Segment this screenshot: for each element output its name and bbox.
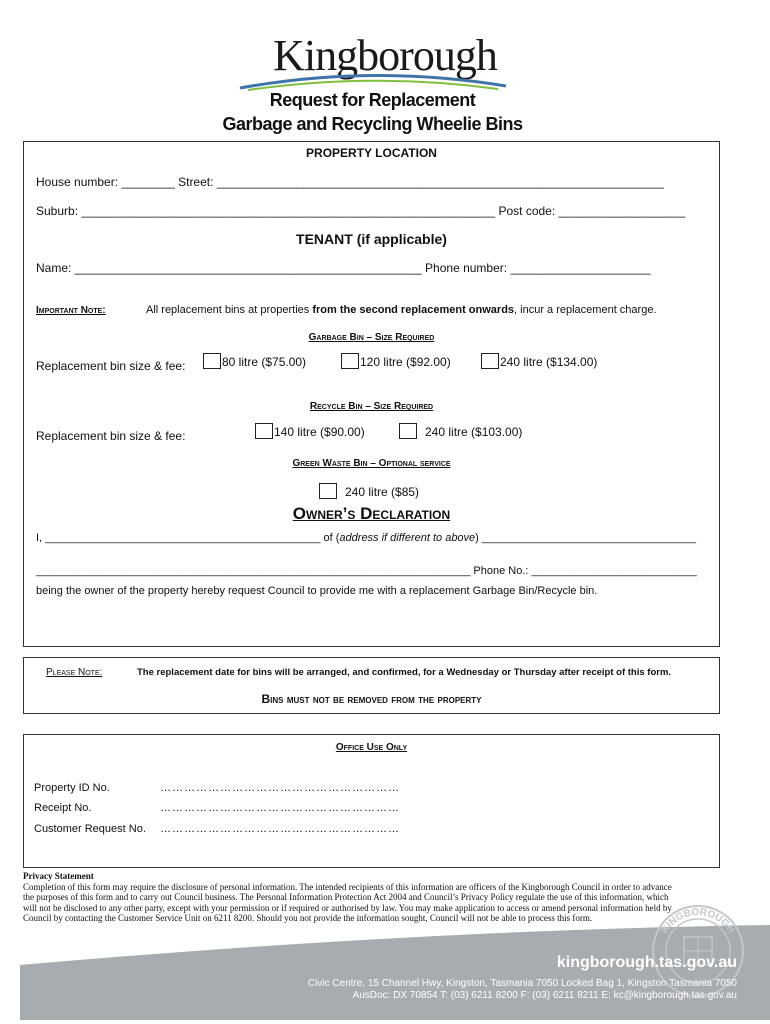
garbage-option-80[interactable]: 80 litre ($75.00) [203, 353, 306, 369]
tenant-name-phone-field[interactable]: Name: ____________________________________________________ Phone number: _____________________ [36, 261, 651, 275]
garbage-option-120[interactable]: 120 litre ($92.00) [341, 353, 451, 369]
checkbox-icon[interactable] [481, 353, 499, 369]
checkbox-icon[interactable] [319, 483, 337, 499]
important-note-text: All replacement bins at properties from the second replacement onwards, incur a replacement charge. [146, 304, 657, 316]
green-waste-heading: Green Waste Bin – Optional service [292, 458, 451, 469]
bins-not-removed-warning: Bins must not be removed from the property [261, 692, 482, 706]
declaration-statement: being the owner of the property hereby request Council to provide me with a replacement Garbage Bin/Recycle bin. [36, 585, 598, 597]
recycle-bin-heading: Recycle Bin – Size Required [309, 401, 434, 412]
council-logo-text: Kingborough [273, 31, 497, 80]
recycle-option-240[interactable]: 240 litre ($103.00) [399, 423, 522, 439]
checkbox-icon[interactable] [399, 423, 417, 439]
council-website-link[interactable]: kingborough.tas.gov.au [556, 954, 737, 971]
footer-address: Civic Centre, 15 Channel Hwy, Kingston, Tasmania 7050 Locked Bag 1, Kingston Tasmania 7050 [307, 978, 737, 989]
tenant-heading: TENANT (if applicable) [296, 231, 447, 247]
suburb-postcode-field[interactable]: Suburb: ______________________________________________________________ Post code: ___________________ [36, 204, 686, 218]
logo-swoosh [238, 70, 508, 92]
please-note-label: Please Note: [46, 667, 103, 678]
office-use-box [23, 734, 720, 868]
form-title-line1: Request for Replacement [269, 90, 476, 110]
customer-request-label: Customer Request No. [34, 823, 146, 835]
property-id-field[interactable]: …………………………………………………… [160, 782, 400, 794]
recycle-option-140[interactable]: 140 litre ($90.00) [255, 423, 365, 439]
owners-declaration-heading: Owner’s Declaration [292, 504, 451, 523]
receipt-no-label: Receipt No. [34, 802, 92, 814]
privacy-statement [23, 871, 673, 924]
svg-text:KINGBOROUGH: KINGBOROUGH [659, 906, 737, 936]
recycle-size-label: Replacement bin size & fee: [36, 429, 186, 443]
please-note-text: The replacement date for bins will be arranged, and confirmed, for a Wednesday or Thursday after receipt of this form. [137, 667, 672, 678]
property-location-heading: PROPERTY LOCATION [306, 146, 437, 160]
footer-contact: AusDoc: DX 70854 T: (03) 6211 8200 F: (03) 6211 8211 E: kc@kingborough.tas.gov.au [352, 990, 737, 1001]
property-id-label: Property ID No. [34, 782, 110, 794]
important-note-label: Important Note: [36, 305, 106, 316]
customer-request-field[interactable]: …………………………………………………… [160, 823, 400, 835]
office-use-heading: Office Use Only [335, 742, 408, 753]
garbage-option-240[interactable]: 240 litre ($134.00) [481, 353, 597, 369]
house-street-field[interactable]: House number: ________ Street: ___________________________________________________________________ [36, 175, 664, 189]
checkbox-icon[interactable] [203, 353, 221, 369]
privacy-heading: Privacy Statement [23, 871, 94, 881]
form-title-line2: Garbage and Recycling Wheelie Bins [222, 114, 523, 134]
declaration-address-phone-field[interactable]: _______________________________________________________________________ Phone No.: ___________________________ [36, 565, 697, 577]
privacy-text: Completion of this form may require the disclosure of personal information. The intended recipients of this information are officers of the Kingborough Council in order to advance the purposes of this form and to carry out Council business. The Personal Information Protection Act 2004 and Council’s Privacy Policy regulate the use of this information, which will not be disclosed to any other party, except with your permission or if required or authorised by law. You may make application to access or amend personal information held by Council by contacting the Customer Service Unit on 6211 8200. Should you not provide the information sought, Council will not be able to process this form. [23, 881, 672, 924]
garbage-bin-heading: Garbage Bin – Size Required [308, 332, 435, 343]
garbage-size-label: Replacement bin size & fee: [36, 359, 186, 373]
green-option-240[interactable]: 240 litre ($85) [319, 483, 419, 499]
receipt-no-field[interactable]: …………………………………………………… [160, 802, 400, 814]
declaration-name-address-field[interactable]: I, _____________________________________________ of (address if different to above) ___________________________________ [36, 532, 697, 544]
checkbox-icon[interactable] [341, 353, 359, 369]
checkbox-icon[interactable] [255, 423, 273, 439]
